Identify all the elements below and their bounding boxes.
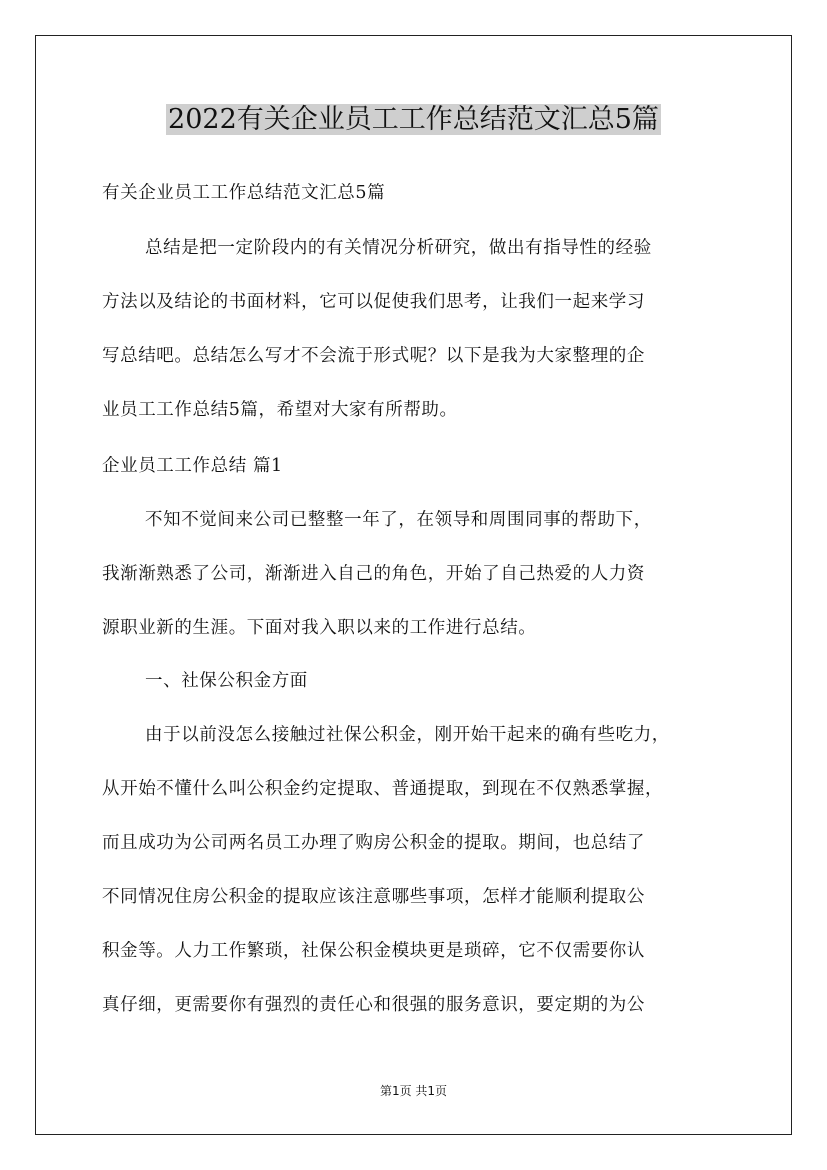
subsection-heading: 一、社保公积金方面 (145, 671, 308, 691)
paragraph-line: 源职业新的生涯。下面对我入职以来的工作进行总结。 (102, 618, 537, 638)
paragraph-line: 写总结吧。总结怎么写才不会流于形式呢？以下是我为大家整理的企 (102, 346, 645, 366)
paragraph-line: 方法以及结论的书面材料，它可以促使我们思考，让我们一起来学习 (102, 292, 645, 312)
paragraph-line: 积金等。人力工作繁琐，社保公积金模块更是琐碎，它不仅需要你认 (102, 941, 645, 961)
paragraph-line: 从开始不懂什么叫公积金约定提取、普通提取，到现在不仅熟悉掌握， (102, 779, 664, 799)
paragraph-line: 业员工工作总结5篇，希望对大家有所帮助。 (102, 400, 458, 420)
document-title (0, 98, 827, 142)
subtitle-line: 有关企业员工工作总结范文汇总5篇 (102, 183, 386, 203)
paragraph-line: 不知不觉间来公司已整整一年了，在领导和周围同事的帮助下， (145, 510, 652, 530)
page-footer: 第1页 共1页 (379, 1084, 448, 1098)
section-heading: 企业员工工作总结 篇1 (102, 456, 283, 476)
paragraph-line: 由于以前没怎么接触过社保公积金，刚开始干起来的确有些吃力， (145, 725, 670, 745)
paragraph-line: 真仔细，更需要你有强烈的责任心和很强的服务意识，要定期的为公 (102, 995, 645, 1015)
title-text: 2022有关企业员工工作总结范文汇总5篇 (168, 104, 659, 135)
paragraph-line: 我渐渐熟悉了公司，渐渐进入自己的角色，开始了自己热爱的人力资 (102, 564, 645, 584)
paragraph-line: 不同情况住房公积金的提取应该注意哪些事项，怎样才能顺利提取公 (102, 887, 645, 907)
paragraph-line: 总结是把一定阶段内的有关情况分析研究，做出有指导性的经验 (145, 238, 652, 258)
paragraph-line: 而且成功为公司两名员工办理了购房公积金的提取。期间，也总结了 (102, 833, 645, 853)
